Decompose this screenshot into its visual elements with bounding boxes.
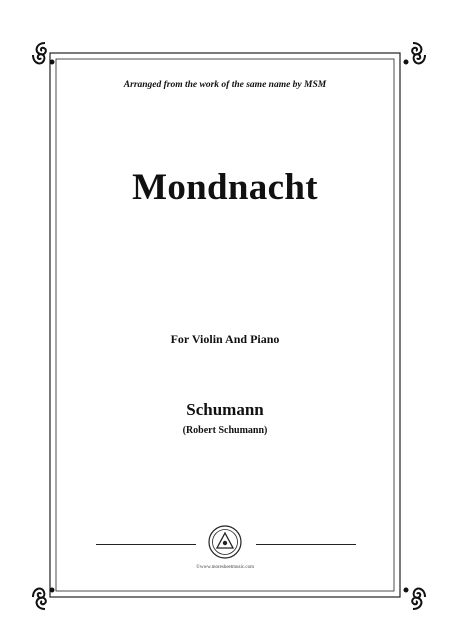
- divider-right: [256, 544, 356, 545]
- composer-full-name: (Robert Schumann): [182, 425, 268, 436]
- publisher-website: ©www.moresheetmusic.com: [196, 565, 254, 570]
- ornament-top-right-icon: [398, 40, 428, 70]
- ornament-bottom-left-icon: [30, 582, 60, 612]
- outer-border-line: [50, 53, 400, 597]
- inner-border-line: [56, 59, 394, 591]
- ornament-top-left-icon: [30, 40, 60, 70]
- ornament-bottom-right-icon: [398, 582, 428, 612]
- instrumentation: For Violin And Piano: [170, 332, 280, 346]
- arrangement-note: Arranged from the work of the same name by MSM: [123, 80, 327, 90]
- page-title: Mondnacht: [132, 167, 318, 208]
- publisher-seal-icon: [206, 523, 244, 561]
- composer-name: Schumann: [186, 400, 264, 419]
- divider-left: [96, 544, 196, 545]
